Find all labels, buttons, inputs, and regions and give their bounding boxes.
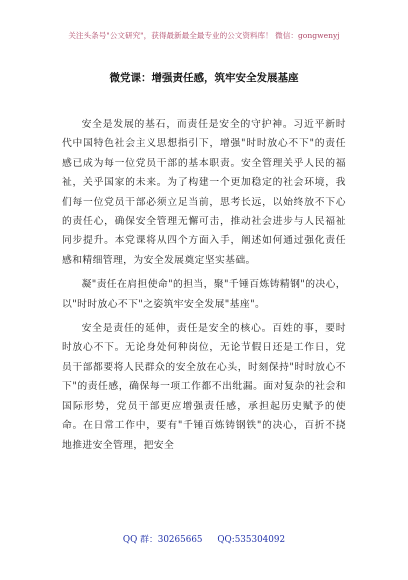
- paragraph-1: 安全是发展的基石，而责任是安全的守护神。习近平新时代中国特色社会主义思想指引下，增强"时时放心不下"的责任感已成为每一位党员干部的基本职责。安全管理关乎人民的福祉，关乎国家的未来。为了构建一个更加稳定的社会环境，我们每一位党员干部必须立足当前，思考长远，以始终放不下心的责任心，确保安全管理无懈可击，推动社会进步与人民福祉同步提升。本党课将从四个方面入手，阐述如何通过强化责任感和精细管理，为安全发展奠定坚实基础。: [62, 119, 346, 266]
- footer-qq-group: QQ 群：30265665: [122, 535, 203, 545]
- footer-contact: [0, 532, 408, 545]
- paragraph-3: 安全是责任的延伸，责任是安全的核心。百姓的事，要时时放心不下。无论身处何种岗位，无论节假日还是工作日，党员干部都要将人民群众的安全放在心头，时刻保持"时时放心不下"的责任感，确保每一项工作都不出纰漏。面对复杂的社会和国际形势，党员干部更应增强责任感，承担起历史赋予的使命。在日常工作中，要有"千锤百炼铸钢铁"的决心，百折不挠地推进安全管理，把安全: [62, 323, 346, 451]
- footer-qq: QQ:535304092: [217, 535, 286, 545]
- document-body: [62, 115, 346, 455]
- header-promo-note: 关注头条号"公文研究"，获得最新最全最专业的公文资料库！ 微信：gongwenyj: [68, 31, 340, 40]
- document-title: 微党课：增强责任感，筑牢安全发展基座: [109, 72, 299, 84]
- paragraph-2: 凝"责任在肩担使命"的担当，聚"千锤百炼铸精钢"的决心，以"时时放心不下"之姿筑牢安全发展"基座"。: [62, 279, 346, 310]
